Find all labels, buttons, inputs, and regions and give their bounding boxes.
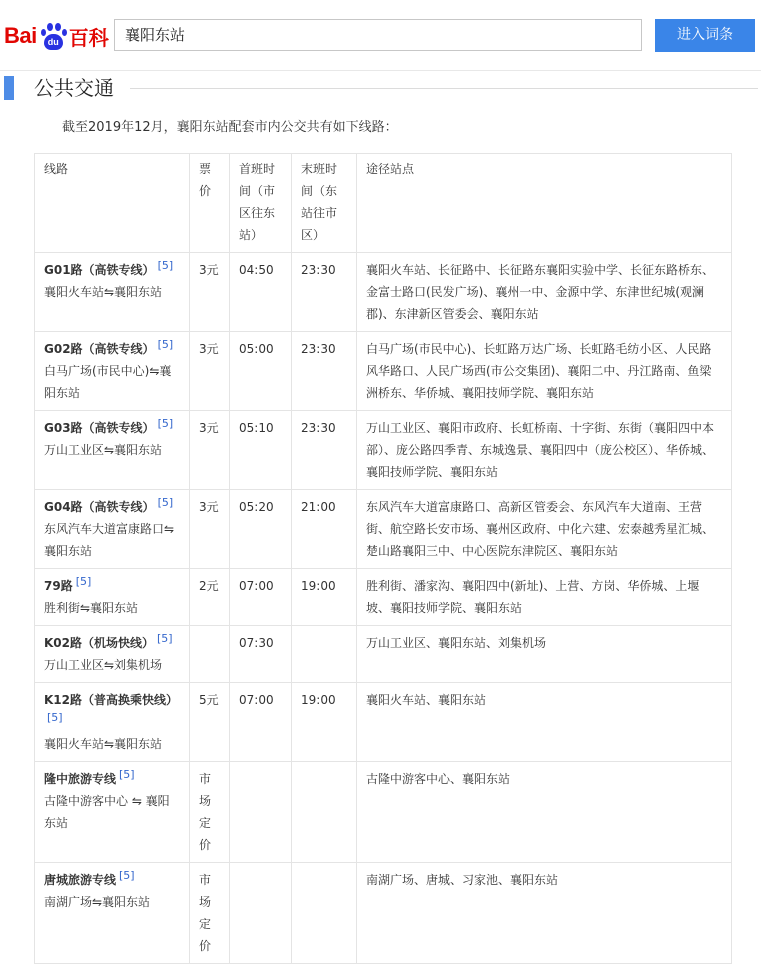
route-name: G02路（高铁专线） [44, 342, 155, 356]
section-title: 公共交通 [34, 74, 124, 102]
reference-link[interactable]: [5] [157, 632, 173, 645]
table-row [35, 762, 732, 863]
bus-routes-table [34, 153, 732, 964]
header-cell: 线路 [35, 154, 190, 253]
header-cell: 途径站点 [357, 154, 732, 253]
route-endpoints: 南湖广场⇋襄阳东站 [44, 895, 151, 909]
stops-cell: 白马广场(市民中心)、长虹路万达广场、长虹路毛纺小区、人民路风华路口、人民广场西(市公交集团)、襄阳二中、丹江路南、鱼梁洲桥东、华侨城、襄阳技师学院、襄阳东站 [357, 332, 732, 411]
reference-link[interactable]: [5] [119, 869, 135, 882]
table-header-row [35, 154, 732, 253]
route-endpoints: 白马广场(市民中心)⇋襄阳东站 [44, 364, 172, 400]
reference-link[interactable]: [5] [157, 259, 174, 272]
route-endpoints: 胜利街⇋襄阳东站 [44, 601, 139, 615]
route-name: 唐城旅游专线 [44, 873, 117, 887]
route-endpoints: 襄阳火车站⇋襄阳东站 [44, 285, 163, 299]
first-bus-cell [230, 762, 292, 863]
last-bus-cell: 19:00 [292, 569, 357, 626]
stops-cell: 南湖广场、唐城、习家池、襄阳东站 [357, 863, 732, 964]
table-row [35, 490, 732, 569]
first-bus-cell: 05:00 [230, 332, 292, 411]
price-cell [190, 626, 230, 683]
first-bus-cell: 07:00 [230, 569, 292, 626]
header-cell: 首班时间（市区往东站） [230, 154, 292, 253]
route-cell [35, 411, 190, 490]
stops-cell: 胜利街、潘家沟、襄阳四中(新址)、上营、方岗、华侨城、上堰坡、襄阳技师学院、襄阳东站 [357, 569, 732, 626]
table-row [35, 569, 732, 626]
table-row [35, 683, 732, 762]
route-name: G04路（高铁专线） [44, 500, 155, 514]
header-cell: 票价 [190, 154, 230, 253]
route-cell [35, 332, 190, 411]
section-intro: 截至2019年12月，襄阳东站配套市内公交共有如下线路： [62, 120, 398, 135]
route-name: G03路（高铁专线） [44, 421, 155, 435]
route-name: K12路（普高换乘快线） [44, 693, 178, 707]
reference-link[interactable]: [5] [157, 338, 174, 351]
price-cell: 3元 [190, 490, 230, 569]
section-marker [4, 76, 14, 100]
last-bus-cell: 23:30 [292, 332, 357, 411]
route-endpoints: 万山工业区⇋刘集机场 [44, 658, 163, 672]
route-name: K02路（机场快线） [44, 636, 154, 650]
price-cell: 3元 [190, 253, 230, 332]
price-cell: 2元 [190, 569, 230, 626]
last-bus-cell [292, 863, 357, 964]
stops-cell: 万山工业区、襄阳市政府、长虹桥南、十字街、东街（襄阳四中本部）、庞公路四季青、东城逸景、襄阳四中（庞公校区）、华侨城、襄阳技师学院、襄阳东站 [357, 411, 732, 490]
route-endpoints: 襄阳火车站⇋襄阳东站 [44, 737, 163, 751]
first-bus-cell: 05:10 [230, 411, 292, 490]
route-endpoints: 东风汽车大道富康路口⇋襄阳东站 [44, 522, 175, 558]
route-cell [35, 762, 190, 863]
enter-entry-button[interactable]: 进入词条 [655, 19, 755, 52]
price-cell: 3元 [190, 411, 230, 490]
price-cell: 市场定价 [190, 863, 230, 964]
first-bus-cell: 04:50 [230, 253, 292, 332]
search-input[interactable]: 襄阳东站 [114, 19, 642, 51]
table-row [35, 253, 732, 332]
first-bus-cell [230, 863, 292, 964]
top-header [0, 0, 761, 71]
last-bus-cell [292, 762, 357, 863]
route-name: G01路（高铁专线） [44, 263, 155, 277]
reference-link[interactable]: [5] [157, 417, 174, 430]
route-cell [35, 569, 190, 626]
last-bus-cell [292, 626, 357, 683]
last-bus-cell: 19:00 [292, 683, 357, 762]
route-endpoints: 古隆中游客中心 ⇋ 襄阳东站 [44, 794, 170, 830]
stops-cell: 襄阳火车站、长征路中、长征路东襄阳实验中学、长征东路桥东、金富士路口(民发广场)、襄州一中、金源中学、东津世纪城(观澜郡)、东津新区管委会、襄阳东站 [357, 253, 732, 332]
logo-du-text: du [47, 37, 59, 47]
logo-bai-text: Bai [4, 23, 37, 48]
first-bus-cell: 07:00 [230, 683, 292, 762]
route-cell [35, 490, 190, 569]
section-divider [130, 88, 758, 89]
reference-link[interactable]: [5] [75, 575, 92, 588]
paw-icon [38, 21, 68, 51]
route-cell [35, 863, 190, 964]
route-cell [35, 626, 190, 683]
logo-baike-text: 百科 [68, 25, 109, 50]
price-cell: 市场定价 [190, 762, 230, 863]
baidu-baike-logo[interactable] [4, 18, 109, 54]
route-name: 隆中旅游专线 [44, 772, 117, 786]
reference-link[interactable]: [5] [157, 496, 174, 509]
table-row [35, 411, 732, 490]
stops-cell: 万山工业区、襄阳东站、刘集机场 [357, 626, 732, 683]
route-cell [35, 683, 190, 762]
price-cell: 3元 [190, 332, 230, 411]
route-name: 79路 [44, 579, 73, 593]
price-cell: 5元 [190, 683, 230, 762]
header-cell: 末班时间（东站往市区） [292, 154, 357, 253]
last-bus-cell: 21:00 [292, 490, 357, 569]
stops-cell: 襄阳火车站、襄阳东站 [357, 683, 732, 762]
first-bus-cell: 05:20 [230, 490, 292, 569]
stops-cell: 东风汽车大道富康路口、高新区管委会、东风汽车大道南、王营街、航空路长安市场、襄州区政府、中化六建、宏泰越秀星汇城、楚山路襄阳三中、中心医院东津院区、襄阳东站 [357, 490, 732, 569]
route-cell [35, 253, 190, 332]
last-bus-cell: 23:30 [292, 411, 357, 490]
stops-cell: 古隆中游客中心、襄阳东站 [357, 762, 732, 863]
reference-link[interactable]: [5] [47, 711, 63, 724]
first-bus-cell: 07:30 [230, 626, 292, 683]
table-row [35, 332, 732, 411]
route-endpoints: 万山工业区⇋襄阳东站 [44, 443, 163, 457]
table-row [35, 626, 732, 683]
last-bus-cell: 23:30 [292, 253, 357, 332]
reference-link[interactable]: [5] [119, 768, 135, 781]
table-row [35, 863, 732, 964]
